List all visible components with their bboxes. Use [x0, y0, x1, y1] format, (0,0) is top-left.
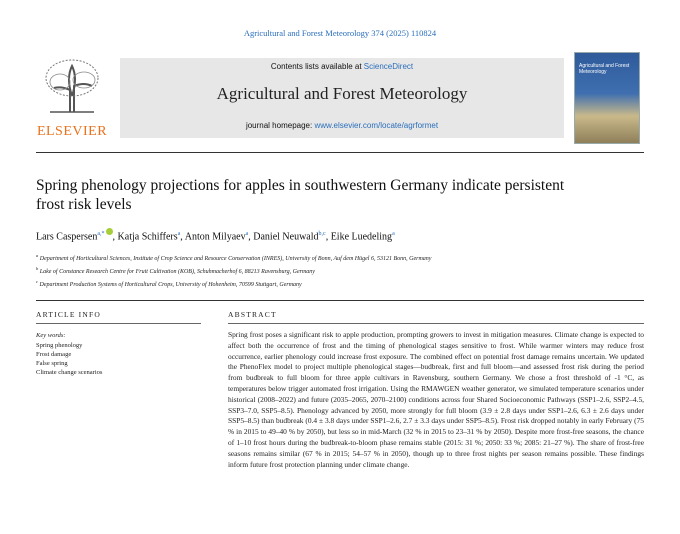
section-divider: [36, 300, 644, 301]
keyword-list: [36, 341, 102, 377]
homepage-line: [120, 121, 564, 130]
author-name[interactable]: Daniel Neuwald: [253, 231, 319, 243]
sciencedirect-link[interactable]: ScienceDirect: [363, 62, 414, 71]
keyword-item: False spring: [36, 360, 68, 367]
article-info-divider: [36, 323, 201, 324]
orcid-icon[interactable]: [106, 228, 113, 235]
keywords-label: Key words:: [36, 332, 66, 339]
keyword-item: Frost damage: [36, 351, 72, 358]
abstract-heading: ABSTRACT: [228, 310, 277, 319]
article-info-heading: ARTICLE INFO: [36, 310, 101, 319]
elsevier-logo: [36, 56, 108, 140]
affiliation-text: Department Production Systems of Horticultural Crops, University of Hohenheim, 70599 Stuttgart, Germany: [39, 282, 302, 288]
journal-banner: [120, 58, 564, 138]
header-divider: [36, 152, 644, 153]
journal-name: Agricultural and Forest Meteorology: [216, 84, 468, 103]
homepage-prefix: journal homepage:: [245, 121, 315, 130]
affiliation-text: Department of Horticultural Sciences, Institute of Crop Science and Resource Conservation (INRES), University of Bonn, Auf dem Hügel 6, 53121 Bonn, Germany: [39, 256, 432, 262]
publisher-name: ELSEVIER: [36, 124, 108, 139]
contents-prefix: Contents lists available at: [270, 62, 364, 71]
author-name[interactable]: Lars Caspersen: [36, 231, 98, 243]
journal-cover-image[interactable]: [574, 52, 640, 144]
affiliation-item: [36, 277, 636, 290]
homepage-link[interactable]: www.elsevier.com/locate/agrformet: [314, 121, 439, 130]
author-name[interactable]: Anton Milyaev: [184, 231, 246, 243]
affiliation-list: [36, 251, 636, 290]
abstract-text: Spring frost poses a significant risk to apple production, prompting growers to invest in mitigation measures. Climate change is expected to affect both the occurrence of frost and the timing of phenological stages sensitive to frost. While warmer winters may reduce frost occurrence, earlier phenology could increase frost exposure. The combined effect on potential frost damage remains uncertain. We updated the PhenoFlex model to project multiple phenological stages—budbreak, first and full bloom—and assessed frost risk during the period from budbreak to full bloom for three apple cultivars in Ravensburg, southern Germany. We chose a frost threshold of -1 °C, as temperatures below trigger automated frost irrigation. Using the RMAWGEN weather generator, we simulated temperature scenarios under historical (2008–2022) and future (2035–2065, 2070–2100) conditions across four Shared Socioeconomic Pathways (SSP1–2.6, SSP2–4.5, SSP3–7.0, SSP5–8.5). Phenology advanced by 2050, more strongly for full bloom (3.9 ± 2.8 days under SSP1–2.6, 6.3 ± 2.6 days under SSP5–8.5) than budbreak (0.4 ± 3.8 days under SSP1–2.6, 2.7 ± 3.3 days under SSP5–8.5). Frost risk dropped notably in early February (75 % in 2015 to 49–40 % by 2050), but less so in mid-March (32 % in 2015 to 23–31 % by 2050). Despite more frost-free seasons, the chance of 1–10 frost hours during the budbreak-to-bloom phase remains stable (2015: 31 %; 2050: 33 %; 2085: 21–27 %). The share of frost-free seasons remains similar (67 % in 2015; 54–57 % in 2050), though up to three frost nights per season remains possible. These findings inform future frost protection planning under climate change.: [228, 330, 644, 469]
contents-line: [120, 62, 564, 71]
cover-title: Agricultural and Forest Meteorology: [579, 63, 630, 75]
affiliation-mark: c: [36, 279, 38, 284]
keyword-item: Climate change scenarios: [36, 369, 103, 376]
author-name[interactable]: Eike Luedeling: [330, 231, 393, 243]
elsevier-tree-icon: [40, 56, 104, 114]
journal-citation[interactable]: Agricultural and Forest Meteorology 374 (2025) 110824: [243, 28, 437, 38]
author-affiliation-mark[interactable]: a,*: [97, 231, 105, 237]
author-name[interactable]: Katja Schiffers: [117, 231, 178, 243]
author-affiliation-mark[interactable]: b,c: [318, 231, 326, 237]
affiliation-text: Lake of Constance Research Centre for Fruit Cultivation (KOB), Schuhmacherhof 6, 88213 Ravensburg, Germany: [39, 269, 315, 275]
affiliation-item: [36, 264, 636, 277]
journal-header: [36, 52, 644, 144]
abstract-divider: [228, 323, 644, 324]
author-list: Lars Caspersen$^{a,*}$ , Katja Schiffers$^a$, Anton Milyaev$^a$, Daniel Neuwald$^{b,c}$, Eike Luedeling$^a$: [36, 228, 636, 242]
author-affiliation-mark[interactable]: a: [177, 231, 181, 237]
author-affiliation-mark[interactable]: a: [392, 231, 395, 237]
affiliation-mark: a: [36, 253, 39, 258]
keyword-item: Spring phenology: [36, 342, 83, 349]
article-title: Spring phenology projections for apples in southwestern Germany indicate persistent frost risk levels: [36, 177, 565, 213]
affiliation-item: [36, 251, 636, 264]
author-affiliation-mark[interactable]: a: [245, 231, 249, 237]
affiliation-mark: b: [36, 266, 39, 271]
